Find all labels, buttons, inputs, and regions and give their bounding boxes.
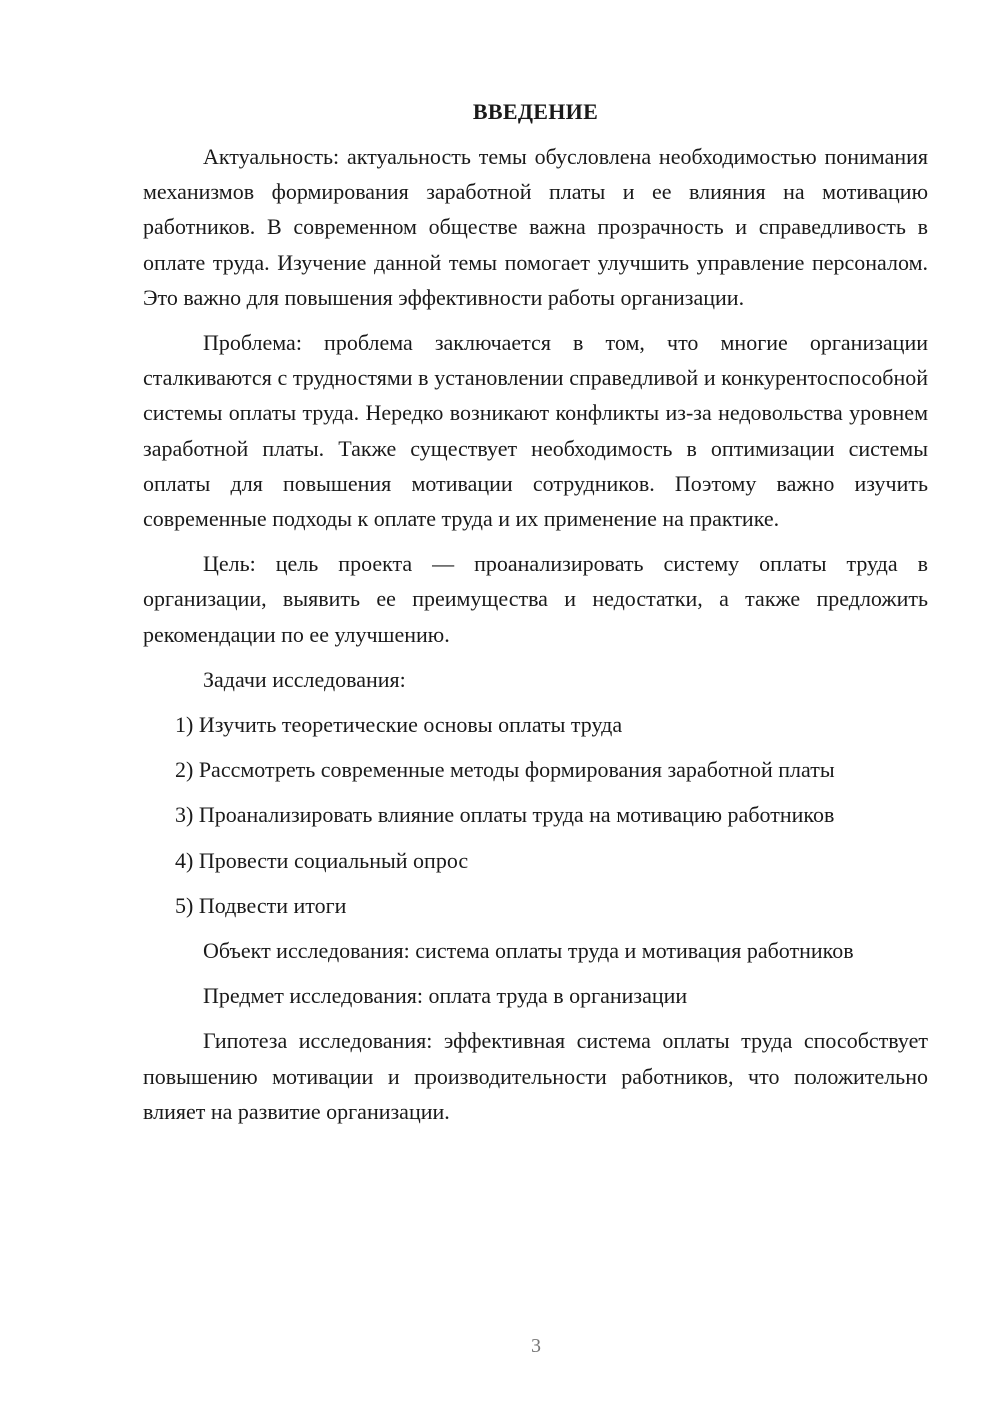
subject-paragraph: Предмет исследования: оплата труда в организации <box>203 983 688 1009</box>
task-item-3: 3) Проанализировать влияние оплаты труда на мотивацию работников <box>175 802 835 828</box>
hypothesis-paragraph: Гипотеза исследования: эффективная система оплаты труда способствует повышению мотивации и производительности работников, что положительно влияет на развитие организации. <box>143 1028 928 1124</box>
page-number: 3 <box>531 1335 541 1357</box>
task-item-1: 1) Изучить теоретические основы оплаты труда <box>175 712 623 738</box>
section-title: ВВЕДЕНИЕ <box>472 99 599 124</box>
relevance-paragraph: Актуальность: актуальность темы обусловлена необходимостью понимания механизмов формирования заработной платы и ее влияния на мотивацию работников. В современном обществе важна прозрачность и справедливость в оплате труда. Изучение данной темы помогает улучшить управление персоналом. Это важно для повышения эффективности работы организации. <box>143 144 928 310</box>
task-item-2: 2) Рассмотреть современные методы формирования заработной платы <box>175 757 835 783</box>
page-content <box>143 94 928 1139</box>
task-item-5: 5) Подвести итоги <box>175 892 347 918</box>
problem-paragraph: Проблема: проблема заключается в том, что многие организации сталкиваются с трудностями в установлении справедливой и конкурентоспособной системы оплаты труда. Нередко возникают конфликты из-за недовольства уровнем заработной платы. Также существует необходимость в оптимизации системы оплаты для повышения мотивации сотрудников. Поэтому важно изучить современные подходы к оплате труда и их применение на практике. <box>143 330 928 532</box>
goal-paragraph: Цель: цель проекта — проанализировать систему оплаты труда в организации, выявить ее преимущества и недостатки, а также предложить рекомендации по ее улучшению. <box>143 551 928 647</box>
task-item-4: 4) Провести социальный опрос <box>175 847 469 873</box>
tasks-heading: Задачи исследования: <box>203 666 406 692</box>
object-paragraph: Объект исследования: система оплаты труда и мотивация работников <box>203 938 854 964</box>
